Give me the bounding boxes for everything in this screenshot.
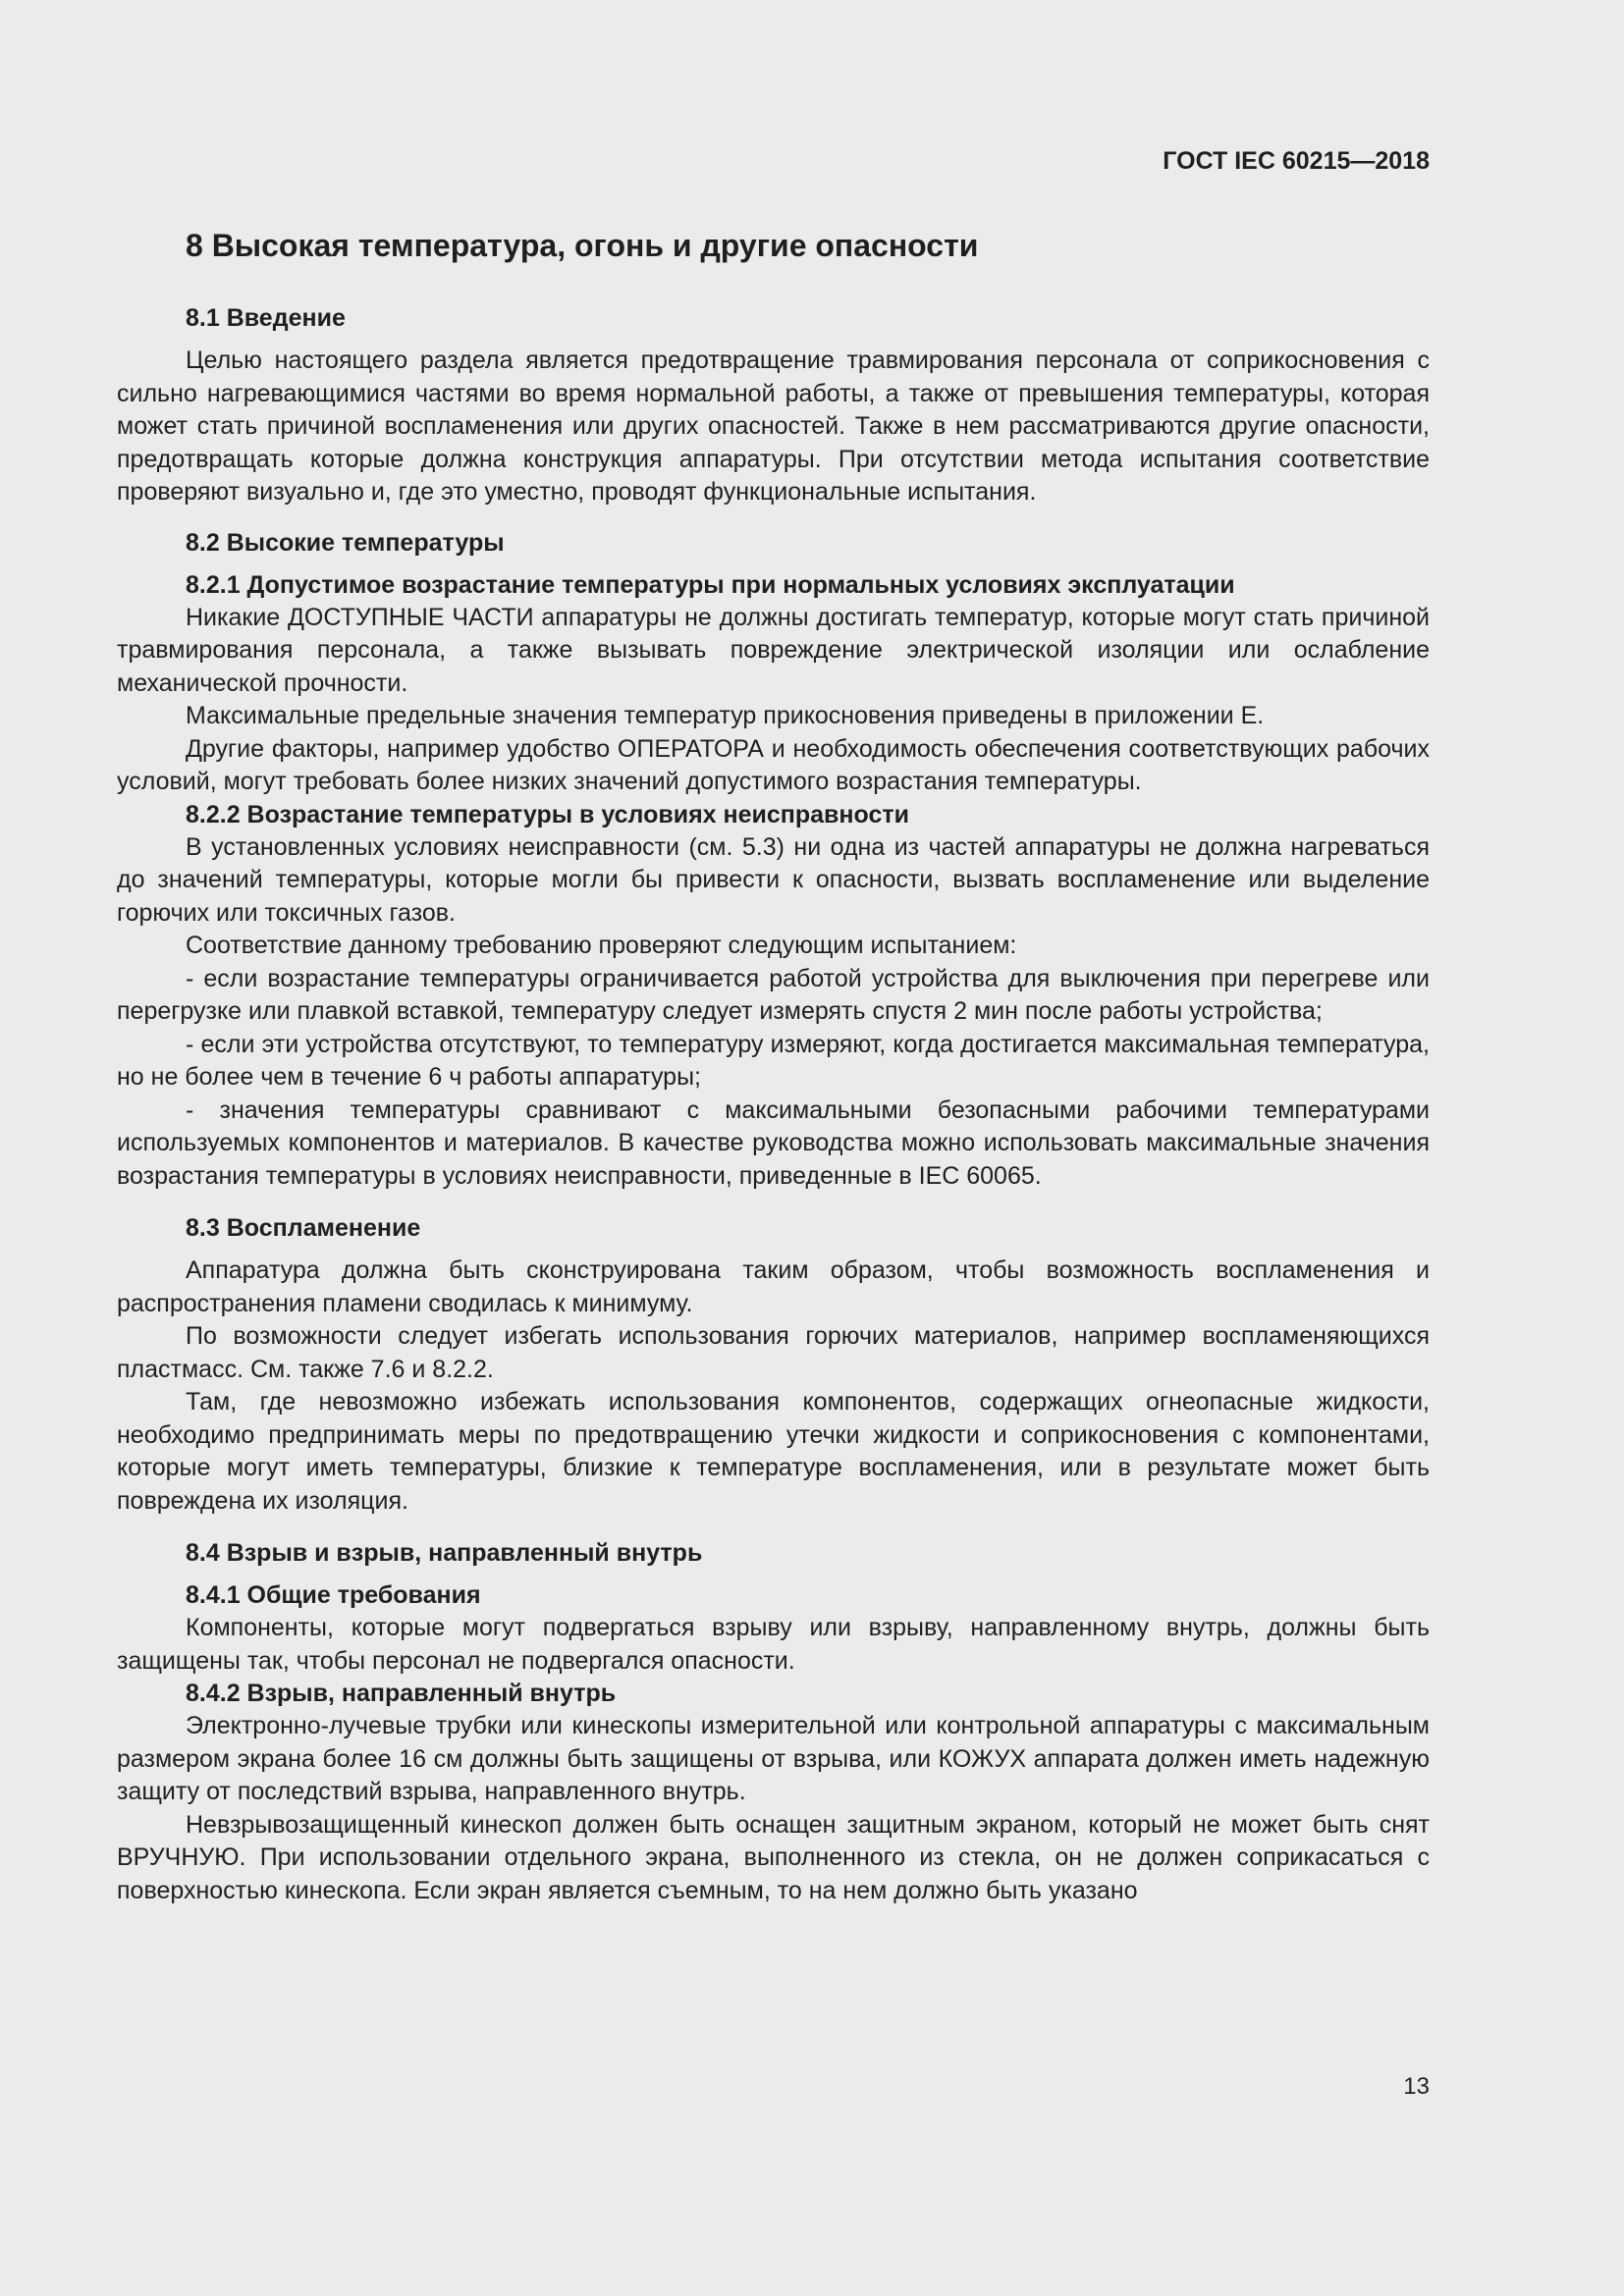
page-content — [117, 224, 1430, 1907]
paragraph: Невзрывозащищенный кинескоп должен быть оснащен защитным экраном, который не может быть снят ВРУЧНУЮ. При использовании отдельного экрана, выполненного из стекла, он не должен соприкасаться с поверхностью кинескопа. Если экран является съемным, то на нем должно быть указано — [117, 1810, 1430, 1904]
list-item: - если возрастание температуры ограничивается работой устройства для выключения при перегреве или перегрузке или плавкой вставкой, температуру следует измерять спустя 2 мин после работы устройства; — [117, 964, 1430, 1025]
paragraph: Никакие ДОСТУПНЫЕ ЧАСТИ аппаратуры не должны достигать температур, которые могут стать причиной травмирования персонала, а также вызывать повреждение электрической изоляции или ослабление механической прочности. — [117, 603, 1430, 697]
paragraph: Там, где невозможно избежать использования компонентов, содержащих огнеопасные жидкости, необходимо предпринимать меры по предотвращению утечки жидкости и соприкосновения с компонентами, которые могут иметь температуры, близкие к температуре воспламенения, или в результате может быть повреждена их изоляция. — [117, 1388, 1430, 1515]
subsection-heading-8-4-2: 8.4.2 Взрыв, направленный внутрь — [186, 1680, 617, 1707]
section-title: 8 Высокая температура, огонь и другие опасности — [186, 228, 979, 263]
subsection-heading-8-1: 8.1 Введение — [186, 304, 346, 332]
paragraph: Электронно-лучевые трубки или кинескопы измерительной или контрольной аппаратуры с максимальным размером экрана более 16 см должны быть защищены от взрыва, или КОЖУХ аппарата должен иметь надежную защиту от последствий взрыва, направленного внутрь. — [117, 1712, 1430, 1805]
paragraph: Целью настоящего раздела является предотвращение травмирования персонала от соприкосновения с сильно нагревающимися частями во время нормальной работы, а также от превышения температуры, которая может стать причиной воспламенения или других опасностей. Также в нем рассматриваются другие опасности, предотвращать которые должна конструкция аппаратуры. При отсутствии метода испытания соответствие проверяют визуально и, где это уместно, проводят функциональные испытания. — [117, 347, 1430, 506]
subsection-heading-8-3: 8.3 Воспламенение — [186, 1214, 421, 1242]
subsection-heading-8-2: 8.2 Высокие температуры — [186, 528, 505, 557]
paragraph: Соответствие данному требованию проверяют следующим испытанием: — [186, 932, 1017, 959]
list-item: - значения температуры сравнивают с максимальными безопасными рабочими температурами используемых компонентов и материалов. В качестве руководства можно использовать максимальные значения возрастания температуры в условиях неисправности, приведенные в IEC 60065. — [117, 1095, 1430, 1190]
paragraph: Компоненты, которые могут подвергаться взрыву или взрыву, направленному внутрь, должны быть защищены так, чтобы персонал не подвергался опасности. — [117, 1614, 1430, 1675]
paragraph: В установленных условиях неисправности (см. 5.3) ни одна из частей аппаратуры не должна нагреваться до значений температуры, которые могли бы привести к опасности, вызвать воспламенение или выделение горючих или токсичных газов. — [117, 832, 1430, 927]
list-item: - если эти устройства отсутствуют, то температуру измеряют, когда достигается максимальная температура, но не более чем в течение 6 ч работы аппаратуры; — [117, 1030, 1430, 1091]
paragraph: Аппаратура должна быть сконструирована таким образом, чтобы возможность воспламенения и распространения пламени сводилась к минимуму. — [117, 1256, 1430, 1317]
paragraph: По возможности следует избегать использования горючих материалов, например воспламеняющихся пластмасс. См. также 7.6 и 8.2.2. — [117, 1322, 1430, 1383]
subsection-heading-8-2-1: 8.2.1 Допустимое возрастание температуры при нормальных условиях эксплуатации — [186, 570, 1235, 599]
paragraph: Максимальные предельные значения температур прикосновения приведены в приложении Е. — [186, 702, 1265, 729]
standard-code: ГОСТ IEC 60215—2018 — [1163, 147, 1430, 175]
subsection-heading-8-4-1: 8.4.1 Общие требования — [186, 1581, 481, 1609]
subsection-heading-8-2-2: 8.2.2 Возрастание температуры в условиях неисправности — [186, 800, 909, 828]
paragraph: Другие факторы, например удобство ОПЕРАТОРА и необходимость обеспечения соответствующих рабочих условий, могут требовать более низких значений допустимого возрастания температуры. — [117, 734, 1430, 795]
subsection-heading-8-4: 8.4 Взрыв и взрыв, направленный внутрь — [186, 1539, 703, 1567]
page-number: 13 — [1403, 2073, 1430, 2100]
